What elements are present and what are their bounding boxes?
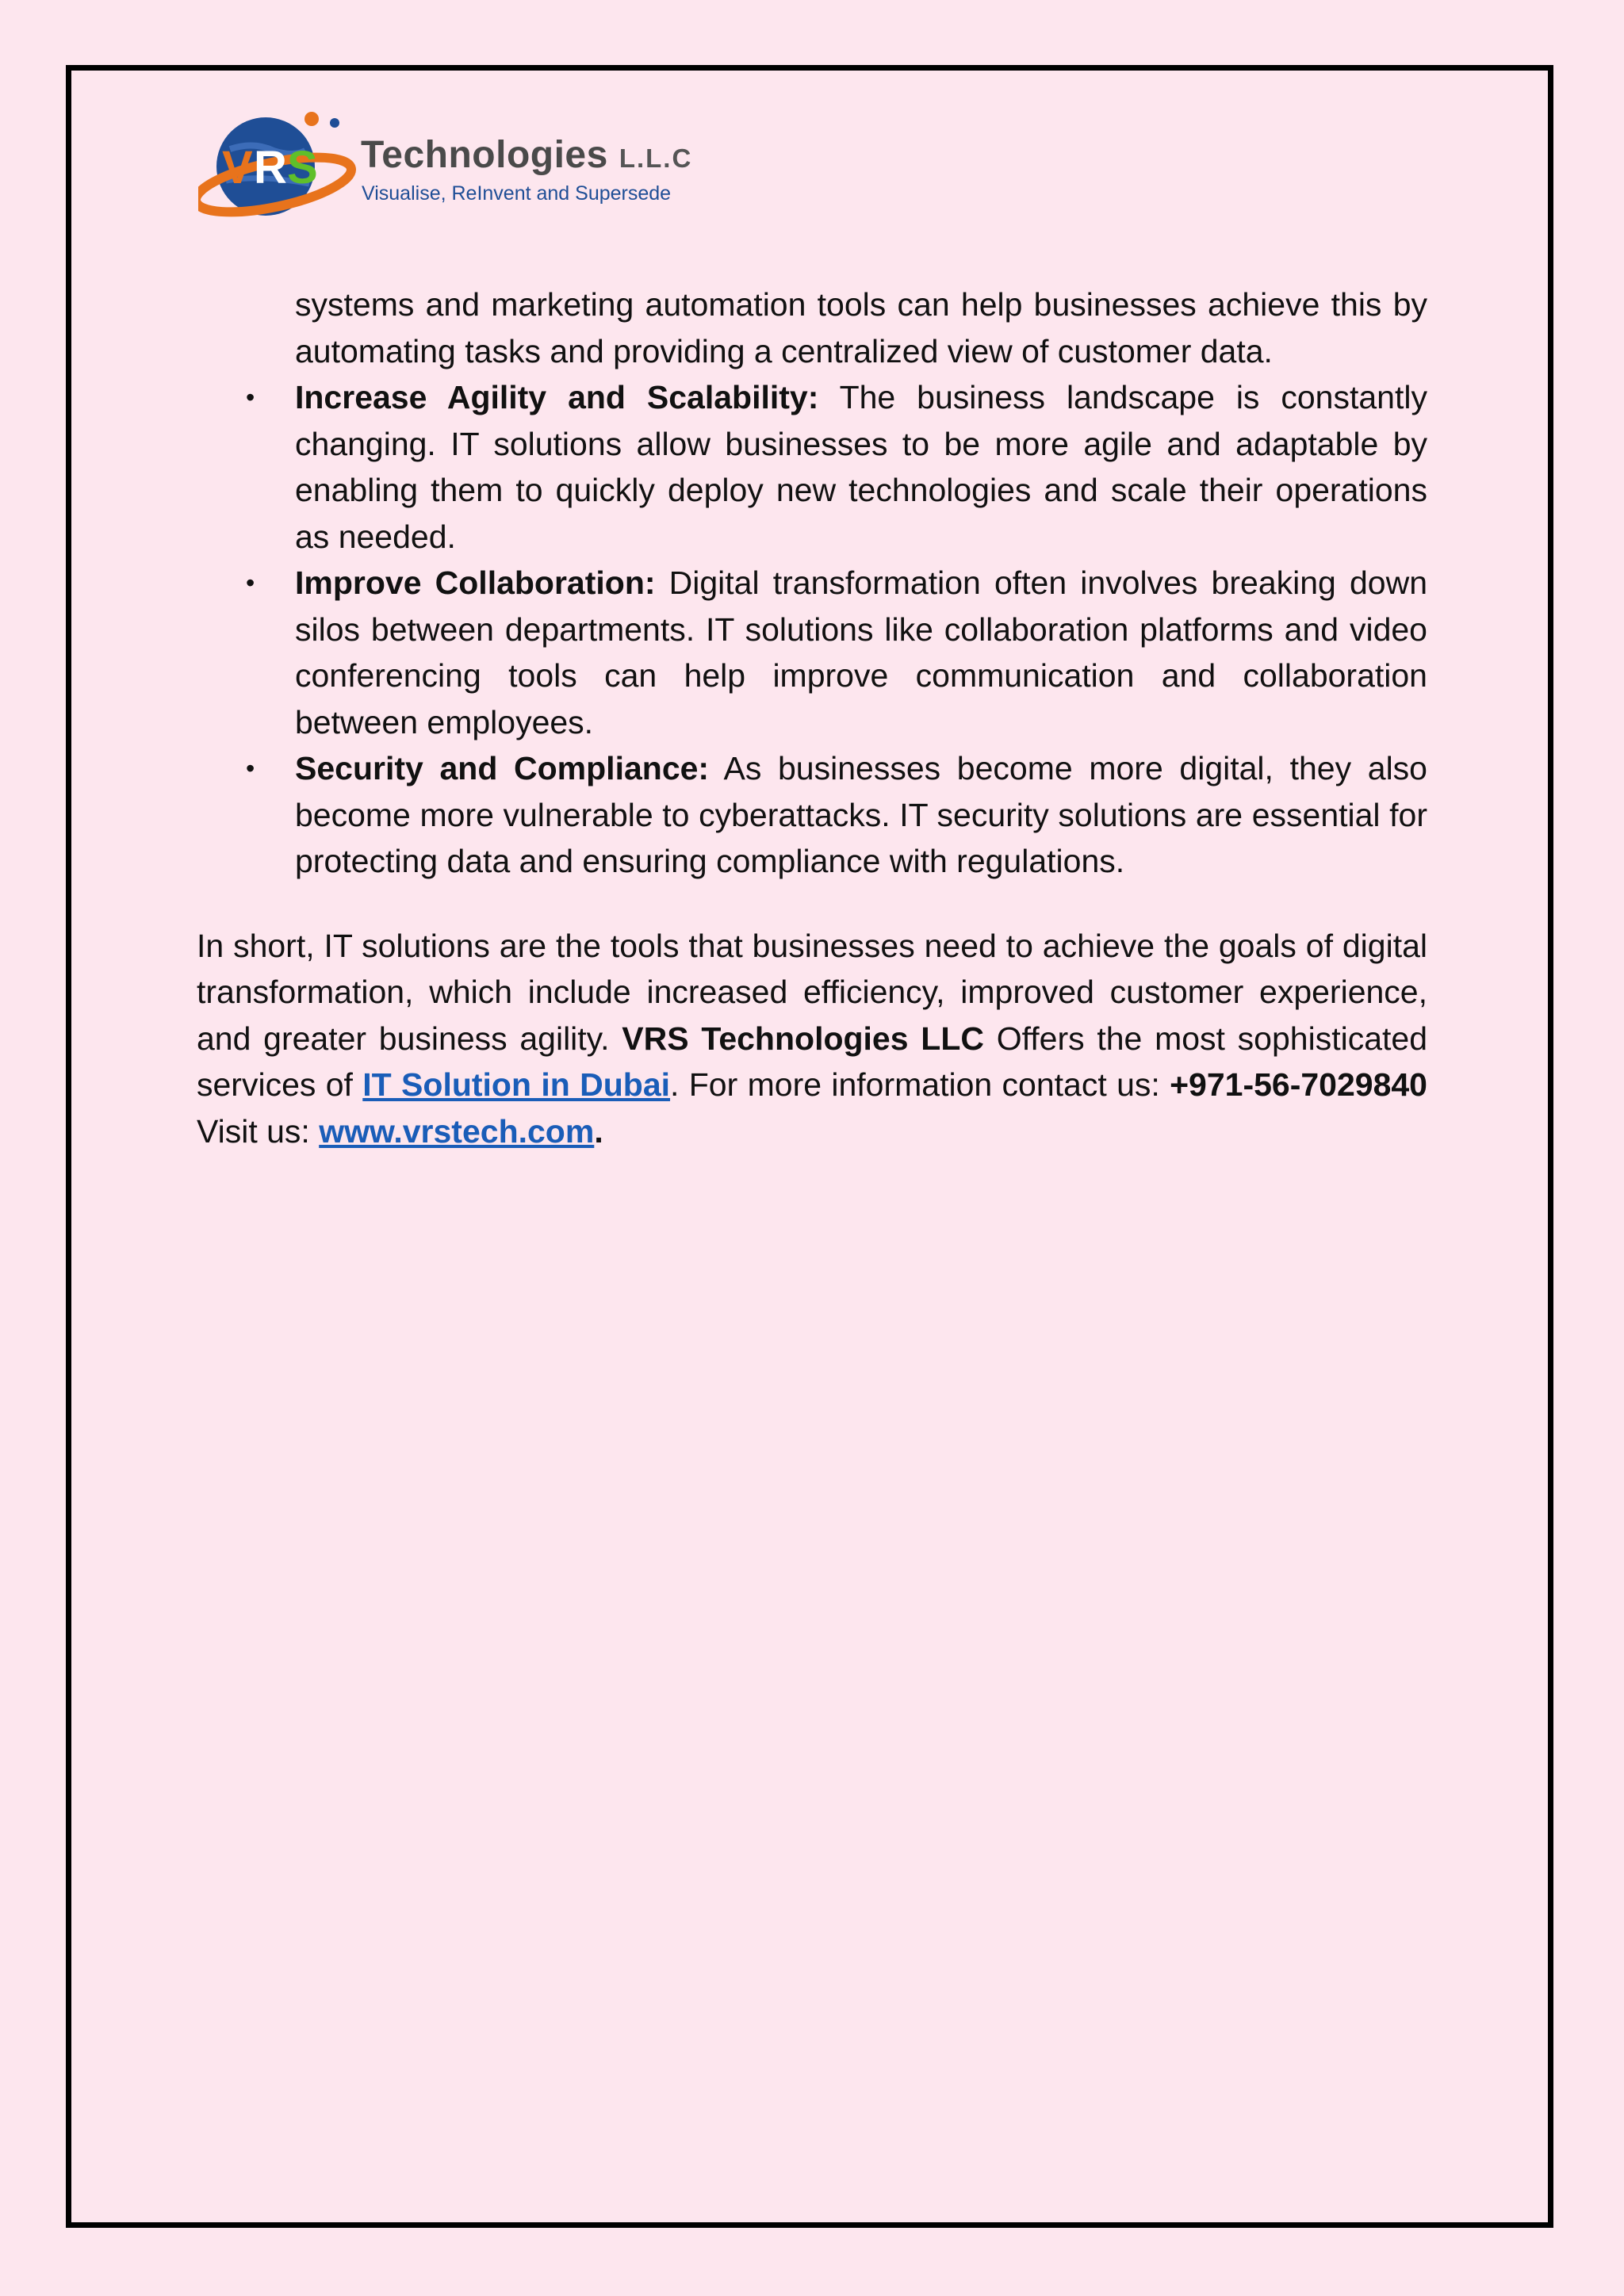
svg-text:R: R [254, 142, 287, 193]
bullet-text: Digital transformation often involves breaking down silos between departments. IT solutions like collaboration platforms and video conferencing tools can help improve communication and collaboration between employees. [295, 564, 1427, 740]
document-body [197, 281, 1427, 1154]
svg-text:V: V [222, 142, 253, 193]
service-link[interactable]: IT Solution in Dubai [362, 1066, 671, 1103]
summary-text: Visit us: [197, 1112, 320, 1150]
summary-end: . [594, 1112, 603, 1150]
summary-text: Offers the most sophisticated services of [197, 1020, 1427, 1103]
bullet-icon: • [246, 568, 255, 597]
intro-continuation: systems and marketing automation tools can help businesses achieve this by automating tasks and providing a centralized view of customer data. [295, 286, 1427, 369]
svg-text:S: S [287, 142, 318, 193]
globe-logo-icon [198, 101, 365, 236]
bullet-text: The business landscape is constantly changing. IT solutions allow businesses to be more agile and adaptable by enabling them to quickly deploy new technologies and scale their operations as needed. [295, 379, 1427, 555]
benefits-list [197, 374, 1427, 885]
bullet-title: Increase Agility and Scalability: [295, 379, 819, 415]
bullet-text: As businesses become more digital, they also become more vulnerable to cyberattacks. IT security solutions are essential for protecting data and ensuring compliance with regulations. [295, 750, 1427, 879]
summary-paragraph [197, 923, 1427, 1155]
company-logo [198, 101, 693, 236]
list-item [246, 745, 1427, 885]
summary-text: . For more information contact us: [670, 1066, 1170, 1103]
company-name: VRS Technologies LLC [622, 1020, 984, 1057]
website-link[interactable]: www.vrstech.com [319, 1112, 595, 1150]
logo-suffix: L.L.C [619, 144, 693, 173]
logo-name: Technologies L.L.C [361, 134, 693, 176]
list-item [246, 560, 1427, 745]
bullet-icon: • [246, 383, 255, 411]
list-item [246, 374, 1427, 560]
phone-number: +971-56-7029840 [1170, 1066, 1427, 1103]
logo-tagline: Visualise, ReInvent and Supersede [362, 182, 672, 205]
bullet-icon: • [246, 754, 255, 783]
summary-text: In short, IT solutions are the tools that businesses need to achieve the goals of digital transformation, which include increased efficiency, improved customer experience, and greater business agility. [197, 927, 1427, 1057]
bullet-title: Improve Collaboration: [295, 564, 656, 601]
bullet-title: Security and Compliance: [295, 750, 710, 786]
